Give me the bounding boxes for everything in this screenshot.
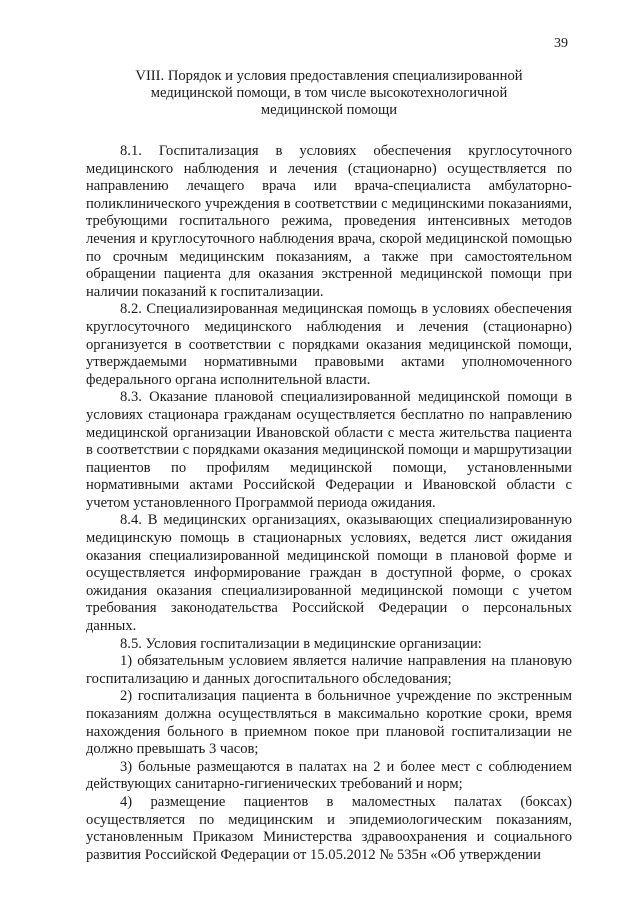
list-item-1: 1) обязательным условием является наличие направления на плановую госпитализацию и данных догоспитального обследования; xyxy=(86,653,572,687)
paragraph-8-5: 8.5. Условия госпитализации в медицинские организации: xyxy=(120,635,482,652)
section-heading-line-2: медицинской помощи, в том числе высокотехнологичной xyxy=(150,85,508,101)
list-item-3: 3) больные размещаются в палатах на 2 и более мест с соблюдением действующих санитарно-гигиенических требований и норм; xyxy=(86,758,572,793)
paragraph-8-2: 8.2. Специализированная медицинская помощь в условиях обеспечения круглосуточного медицинского наблюдения и лечения (стационарно) организуется в соответствии с порядками оказания медицинской помощи, утверждаемыми нормативными правовыми актами уполномоченного федерального органа исполнительной власти. xyxy=(86,301,572,388)
list-item-4: 4) размещение пациентов в маломестных палатах (боксах) осуществляется по медицинским и эпидемиологическим показаниям, установленным Приказом Министерства здравоохранения и социального развития Российской Федерации от 15.05.2012 № 535н «Об утверждении xyxy=(86,793,572,863)
section-heading-line-3: медицинской помощи xyxy=(260,102,398,118)
section-heading-line-1: VIII. Порядок и условия предоставления специализированной xyxy=(135,68,523,84)
paragraph-8-4: 8.4. В медицинских организациях, оказывающих специализированную медицинскую помощь в стационарных условиях, ведется лист ожидания оказания специализированной медицинской помощи в плановой форме и осуществляется информирование граждан в доступной форме, о сроках ожидания оказания специализированной медицинской помощи с учетом требования законодательства Российской Федерации о персональных данных. xyxy=(86,512,572,635)
document-body xyxy=(86,143,572,864)
page-number: 39 xyxy=(554,36,568,51)
paragraph-8-3: 8.3. Оказание плановой специализированной медицинской помощи в условиях стационара гражданам осуществляется бесплатно по направлению медицинской организации Ивановской области с места жительства пациента в соответствии с порядками оказания медицинской помощи и маршрутизации пациентов по профилям медицинской помощи, установленными нормативными актами Российской Федерации и Ивановской области с учетом установленного Программой периода ожидания. xyxy=(86,389,572,511)
document-page xyxy=(86,32,572,864)
paragraph-8-1: 8.1. Госпитализация в условиях обеспечения круглосуточного медицинского наблюдения и лечения (стационарно) осуществляется по направлению лечащего врача или врача-специалиста амбулаторно-поликлинического учреждения в соответствии с медицинскими показаниями, требующими госпитального режима, проведения интенсивных методов лечения и круглосуточного наблюдения врача, скорой медицинской помощью по срочным медицинским показаниям, а также при самостоятельном обращении пациента для оказания экстренной медицинской помощи при наличии показаний к госпитализации. xyxy=(86,143,572,300)
list-item-2: 2) госпитализация пациента в больничное учреждение по экстренным показаниям должна осуществляться в максимально короткие сроки, время нахождения больного в приемном покое при плановой госпитализации не должно превышать 3 часов; xyxy=(86,688,572,758)
section-heading xyxy=(86,68,572,119)
